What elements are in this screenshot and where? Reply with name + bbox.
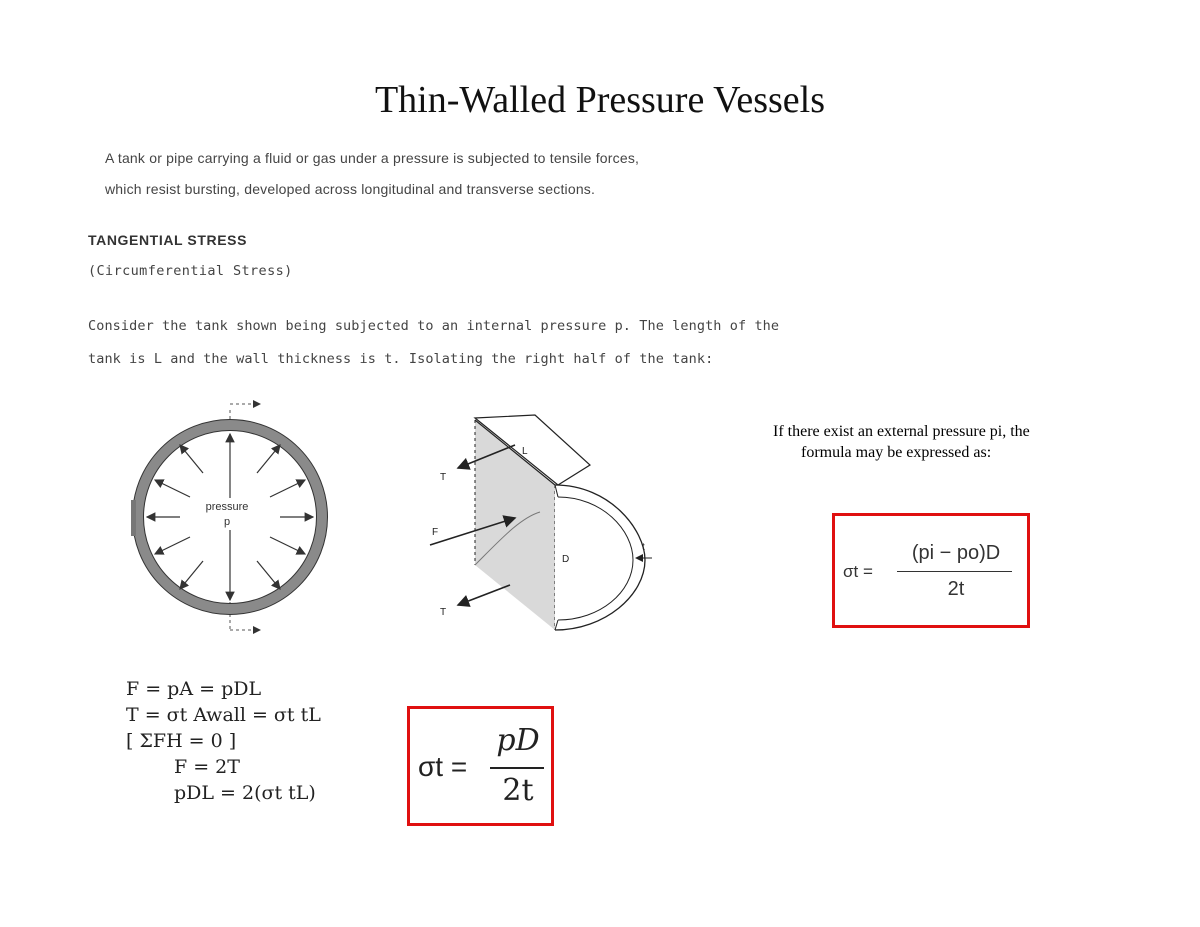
note-line-1: If there exist an external pressure pi, the: [773, 423, 1030, 440]
formula-ext-numerator: (pi − po)D: [911, 542, 1001, 564]
external-pressure-note: [773, 421, 1108, 463]
section-subheading: (Circumferential Stress): [88, 263, 293, 279]
intro-line-2: which resist bursting, developed across longitudinal and transverse sections.: [105, 181, 596, 197]
equation-line: pDL = 2(σt tL): [174, 782, 316, 804]
page-title: Thin-Walled Pressure Vessels: [374, 79, 826, 121]
tension-bottom-label: T: [440, 607, 447, 618]
equation-line: F = pA = pDL: [126, 678, 262, 700]
formula-ext-denominator: 2t: [947, 578, 965, 600]
equation-line: T = σt Awall = σt tL: [126, 704, 321, 726]
thickness-label: t: [642, 542, 645, 553]
tension-top-label: T: [440, 472, 447, 483]
formula-denominator: 2t: [502, 773, 534, 808]
half-tank-diagram: [420, 400, 660, 640]
pressure-label: pressure: [205, 501, 249, 513]
force-label: F: [432, 527, 439, 538]
external-pressure-formula-box: [832, 513, 1030, 628]
paragraph-line-2: tank is L and the wall thickness is t. Isolating the right half of the tank:: [88, 351, 714, 367]
diameter-label: D: [562, 554, 570, 565]
equation-line: F = 2T: [174, 756, 240, 778]
formula-numerator: pD: [496, 723, 540, 758]
note-line-2: formula may be expressed as:: [801, 444, 992, 461]
formula-lhs: σt =: [418, 751, 468, 782]
equation-line: [ ΣFH = 0 ]: [126, 730, 237, 752]
fraction-bar: [490, 767, 544, 769]
fraction-bar: [897, 571, 1012, 572]
formula-ext-lhs: σt =: [843, 562, 873, 581]
pressure-symbol-label: p: [223, 516, 231, 528]
paragraph-line-1: Consider the tank shown being subjected to an internal pressure p. The length of the: [88, 318, 780, 334]
derivation-equations: [126, 676, 321, 806]
hoop-stress-formula-box: [407, 706, 554, 826]
length-label: L: [522, 446, 528, 457]
intro-line-1: A tank or pipe carrying a fluid or gas under a pressure is subjected to tensile forces,: [105, 150, 640, 166]
section-heading: TANGENTIAL STRESS: [88, 232, 248, 248]
circle-pressure-diagram: [120, 390, 340, 640]
